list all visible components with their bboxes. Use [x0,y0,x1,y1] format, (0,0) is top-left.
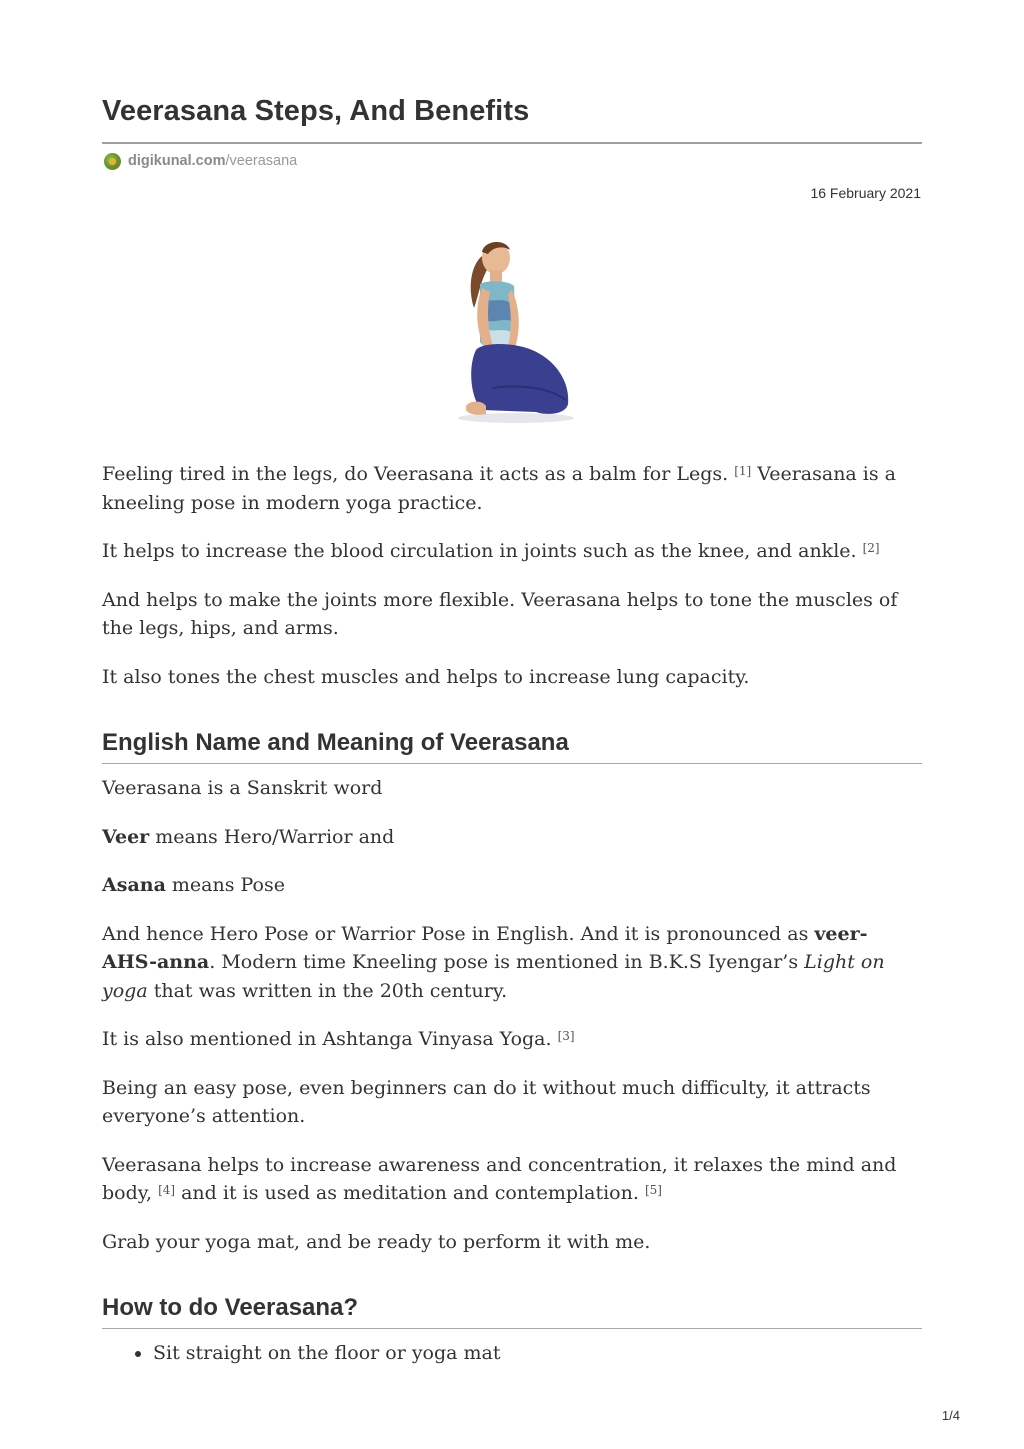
page-title: Veerasana Steps, And Benefits [102,95,530,127]
meaning-paragraph-awareness: Veerasana helps to increase awareness and concentration, it relaxes the mind and body, [4] and it is used as meditation and contemplation. [5] [102,1153,897,1204]
meaning-paragraph-pronunciation: And hence Hero Pose or Warrior Pose in English. And it is pronounced as veer-AHS-anna. Modern time Kneeling pose is mentioned in B.K.S Iyengar’s Light on yoga that was written in the 20th century. [102,922,885,1002]
steps-list [102,1339,922,1368]
footnote-ref-5[interactable]: [5] [644,1183,662,1197]
source-domain[interactable]: digikunal.com [128,153,226,169]
meaning-paragraph-grab-mat: Grab your yoga mat, and be ready to perform it with me. [102,1230,651,1253]
article-body [102,460,922,1368]
footnote-ref-4[interactable]: [4] [158,1183,176,1197]
page-number: 1/4 [941,1408,960,1423]
intro-paragraph-3: And helps to make the joints more flexible. Veerasana helps to tone the muscles of the legs, hips, and arms. [102,588,898,639]
source-link[interactable] [104,152,297,170]
meaning-paragraph-1: Veerasana is a Sanskrit word [102,777,383,799]
yoga-pose-illustration [452,238,576,424]
list-item: • Sit straight on the floor or yoga mat [153,1339,922,1368]
footnote-ref-1[interactable]: [1] [734,464,752,478]
intro-paragraph-4: It also tones the chest muscles and helps to increase lung capacity. [102,665,750,688]
section-heading-how-to: How to do Veerasana? [102,1288,922,1329]
site-favicon-icon [104,153,121,170]
meaning-paragraph-veer: Veer means Hero/Warrior and [102,825,395,848]
footnote-ref-2[interactable]: [2] [862,541,880,555]
meaning-paragraph-easy: Being an easy pose, even beginners can do it without much difficulty, it attracts everyone’s attention. [102,1076,871,1127]
footnote-ref-3[interactable]: [3] [557,1029,575,1043]
meaning-paragraph-asana: Asana means Pose [102,874,285,896]
section-heading-meaning: English Name and Meaning of Veerasana [102,723,922,764]
intro-paragraph-1: Feeling tired in the legs, do Veerasana it acts as a balm for Legs. [1] Veerasana is a kneeling pose in modern yoga practice. [102,463,896,514]
publish-date: 16 February 2021 [810,185,921,201]
title-divider [102,142,922,144]
source-path[interactable]: /veerasana [225,153,298,169]
intro-paragraph-2: It helps to increase the blood circulation in joints such as the knee, and ankle. [2] [102,540,880,562]
meaning-paragraph-ashtanga: It is also mentioned in Ashtanga Vinyasa Yoga. [3] [102,1028,575,1050]
